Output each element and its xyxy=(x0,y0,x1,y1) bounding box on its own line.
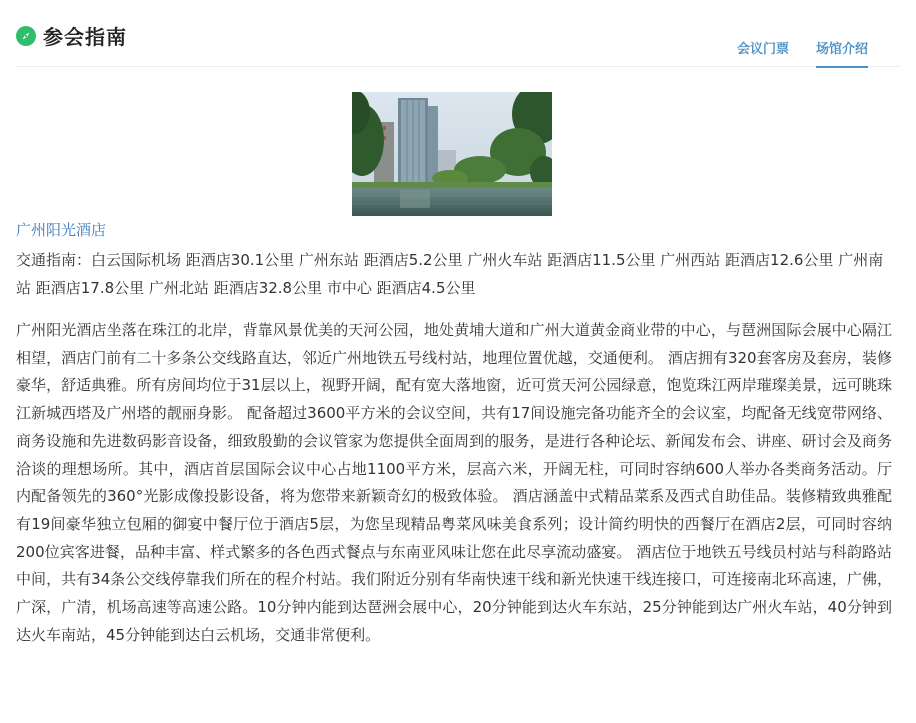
tab-tickets[interactable]: 会议门票 xyxy=(736,42,789,57)
hotel-name: 广州阳光酒店 xyxy=(16,221,107,239)
page-header xyxy=(16,0,900,67)
hotel-description: 广州阳光酒店坐落在珠江的北岸，背靠风景优美的天河公园，地处黄埔大道和广州大道黄金商业带的中心，与琶洲国际会展中心隔江相望，酒店门前有二十多条公交线路直达，邻近广州地铁五号线村站，地理位置优越，交通便利。 酒店拥有320套客房及套房，装修豪华，舒适典雅。所有房间均位于31层以上，视野开阔，配有宽大落地窗，近可赏天河公园绿意，饱览珠江两岸璀璨美景，远可眺珠江新城西塔及广州塔的靓丽身影。 配备超过3600平方米的会议空间，共有17间设施完备功能齐全的会议室，均配备无线宽带网络、商务设施和先进数码影音设备，细致殷勤的会议管家为您提供全面周到的服务，是进行各种论坛、新闻发布会、讲座、研讨会及商务洽谈的理想场所。其中，酒店首层国际会议中心占地1100平方米，层高六米，开阔无柱，可同时容纳600人举办各类商务活动。厅内配备领先的360°光影成像投影设备，将为您带来新颖奇幻的极致体验。 酒店涵盖中式精品菜系及西式自助佳品。装修精致典雅配有19间豪华独立包厢的御宴中餐厅位于酒店5层，为您呈现精品粤菜风味美食系列；设计简约明快的西餐厅在酒店2层，可同时容纳200位宾客进餐，品种丰富、样式繁多的各色西式餐点与东南亚风味让您在此尽享流动盛宴。 酒店位于地铁五号线员村站与科韵路站中间，共有34条公交线停靠我们所在的程介村站。我们附近分别有华南快速干线和新光快速干线连接口，可连接南北环高速，广佛，广深，广清，机场高速等高速公路。10分钟内能到达琶洲会展中心，20分钟能到达火车东站，25分钟能到达广州火车站，40分钟到达火车南站，45分钟能到达白云机场，交通非常便利。 xyxy=(16,321,892,644)
section-title xyxy=(16,21,127,50)
tab-venue[interactable]: 场馆介绍 xyxy=(816,38,868,67)
compass-icon xyxy=(16,26,36,46)
hotel-photo xyxy=(352,92,552,216)
page-title: 参会指南 xyxy=(43,25,127,49)
tab-bar xyxy=(710,38,868,67)
traffic-guide: 交通指南：白云国际机场 距酒店30.1公里 广州东站 距酒店5.2公里 广州火车站 距酒店11.5公里 广州西站 距酒店12.6公里 广州南站 距酒店17.8公里 广州北站 距酒店32.8公里 市中心 距酒店4.5公里 xyxy=(16,251,884,297)
